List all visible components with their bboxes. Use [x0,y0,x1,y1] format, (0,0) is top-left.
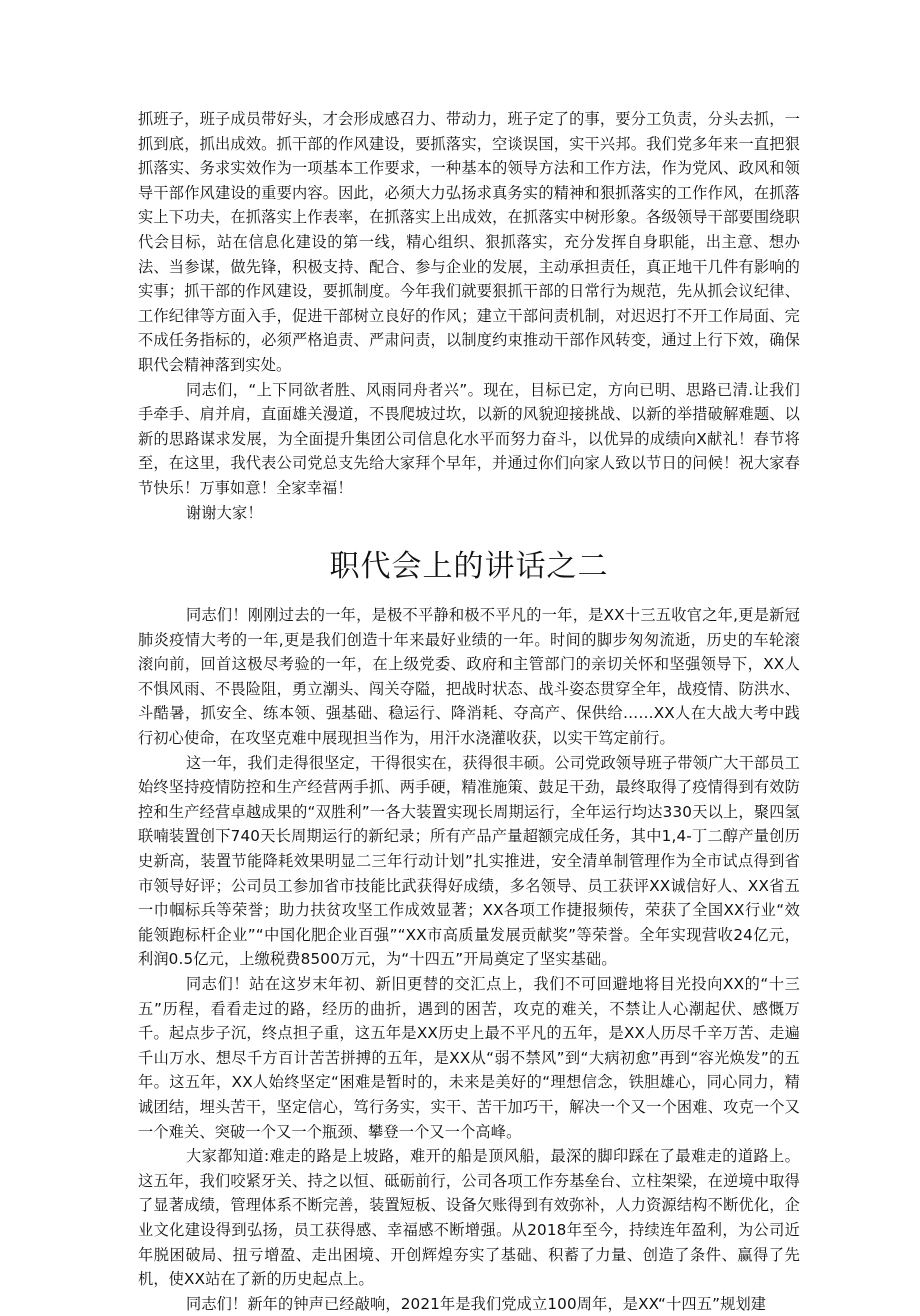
paragraph: 抓班子，班子成员带好头，才会形成感召力、带动力，班子定了的事，要分工负责，分头去抓，一抓到底，抓出成效。抓干部的作风建设，要抓落实，空谈误国，实干兴邦。我们党多年来一直把狠抓落实、务求实效作为一项基本工作要求，一种基本的领导方法和工作方法，作为党风、政风和领导干部作风建设的重要内容。因此，必须大力弘扬求真务实的精神和狠抓落实的工作作风，在抓落实上下功夫，在抓落实上作表率，在抓落实上出成效，在抓落实中树形象。各级领导干部要围绕职代会目标，站在信息化建设的第一线，精心组织、狠抓落实，充分发挥自身职能，出主意、想办法、当参谋，做先锋，积极支持、配合、参与企业的发展，主动承担责任，真正地干几件有影响的实事；抓干部的作风建设，要抓制度。今年我们就要狠抓干部的日常行为规范，先从抓会议纪律、工作纪律等方面入手，促进干部树立良好的作风；建立干部问责机制，对迟迟打不开工作局面、完不成任务指标的，必须严格追责、严肃问责，以制度约束推动干部作风转变，通过上行下效，确保职代会精神落到实处。 [138,110,800,374]
document-title: 职代会上的讲话之二 [329,549,609,585]
paragraph: 同志们，“上下同欲者胜、风雨同舟者兴”。现在，目标已定，方向已明、思路已清.让我们手牵手、肩并肩，直面雄关漫道，不畏爬坡过坎，以新的风貌迎接挑战、以新的举措破解难题、以新的思路谋求发展，为全面提升集团公司信息化水平而努力奋斗，以优异的成绩向X献礼！春节将至，在这里，我代表公司党总支先给大家拜个早年，并通过你们向家人致以节日的问候！祝大家春节快乐！万事如意！全家幸福！ [138,380,800,497]
section-2 [138,603,800,1316]
paragraph: 同志们！站在这岁末年初、新旧更替的交汇点上，我们不可回避地将目光投向XX的“十三五”历程，看看走过的路，经历的曲折，遇到的困苦，攻克的难关，不禁让人心潮起伏、感慨万千。起点步子沉，终点担子重，这五年是XX历史上最不平凡的五年，是XX人历尽千辛万苦、走遍千山万水、想尽千方百计苦苦拼搏的五年，是XX从“弱不禁风”到“大病初愈”再到“容光焕发”的五年。这五年，XX人始终坚定“困难是暂时的，未来是美好的“理想信念，铁胆雄心，同心同力，精诚团结，埋头苦干，坚定信心，笃行务实，实干、苦干加巧干，解决一个又一个困难、攻克一个又一个难关、突破一个又一个瓶颈、攀登一个又一个高峰。 [138,975,800,1141]
section-1 [138,107,800,525]
paragraph-closing: 谢谢大家！ [186,503,263,522]
paragraph: 同志们！刚刚过去的一年，是极不平静和极不平凡的一年，是XX十三五收官之年,更是新冠肺炎疫情大考的一年,更是我们创造十年来最好业绩的一年。时间的脚步匆匆流逝，历史的车轮滚滚向前，回首这极尽考验的一年，在上级党委、政府和主管部门的亲切关怀和坚强领导下，XX人不惧风雨、不畏险阻，勇立潮头、闯关夺隘，把战时状态、战斗姿态贯穿全年，战疫情、防洪水、斗酷暑，抓安全、练本领、强基础、稳运行、降消耗、夺高产、保供给……XX人在大战大考中践行初心使命，在攻坚克难中展现担当作为，用汗水浇灌收获，以实干笃定前行。 [138,606,800,748]
document-page [138,107,800,1316]
paragraph: 同志们！新年的钟声已经敲响，2021年是我们党成立100周年，是XX“十四五”规划建 [186,1294,767,1313]
paragraph: 大家都知道:难走的路是上坡路，难开的船是顶风船，最深的脚印踩在了最难走的道路上。这五年，我们咬紧牙关、持之以恒、砥砺前行，公司各项工作夯基垒台、立柱架梁，在逆境中取得了显著成绩，管理体系不断完善，装置短板、设备欠账得到有效弥补，人力资源结构不断优化，企业文化建设得到弘扬，员工获得感、幸福感不断增强。从2018年至今，持续连年盈利，为公司近年脱困破局、扭亏增盈、走出困境、开创辉煌夯实了基础、积蓄了力量、创造了条件、赢得了先机，使XX站在了新的历史起点上。 [138,1147,800,1289]
paragraph: 这一年，我们走得很坚定，干得很实在，获得很丰硕。公司党政领导班子带领广大干部员工始终坚持疫情防控和生产经营两手抓、两手硬，精准施策、鼓足干劲，最终取得了疫情得到有效防控和生产经营卓越成果的“双胜利”一各大装置实现长周期运行，全年运行均达330天以上，聚四氢联喃装置创下740天长周期运行的新纪录；所有产品产量超额完成任务，其中1,4-丁二醇产量创历史新高，装置节能降耗效果明显二三年行动计划”扎实推进，安全清单制管理作为全市试点得到省市领导好评；公司员工参加省市技能比武获得好成绩，多名领导、员工获评XX诚信好人、XX省五一巾帼标兵等荣誉；助力扶贫攻坚工作成效显著；XX各项工作捷报频传，荣获了全国XX行业“效能领跑标杆企业”“中国化肥企业百强”“XX市高质量发展贡献奖”等荣誉。全年实现营收24亿元，利润0.5亿元，上缴税费8500万元，为“十四五”开局奠定了坚实基础。 [138,753,800,969]
